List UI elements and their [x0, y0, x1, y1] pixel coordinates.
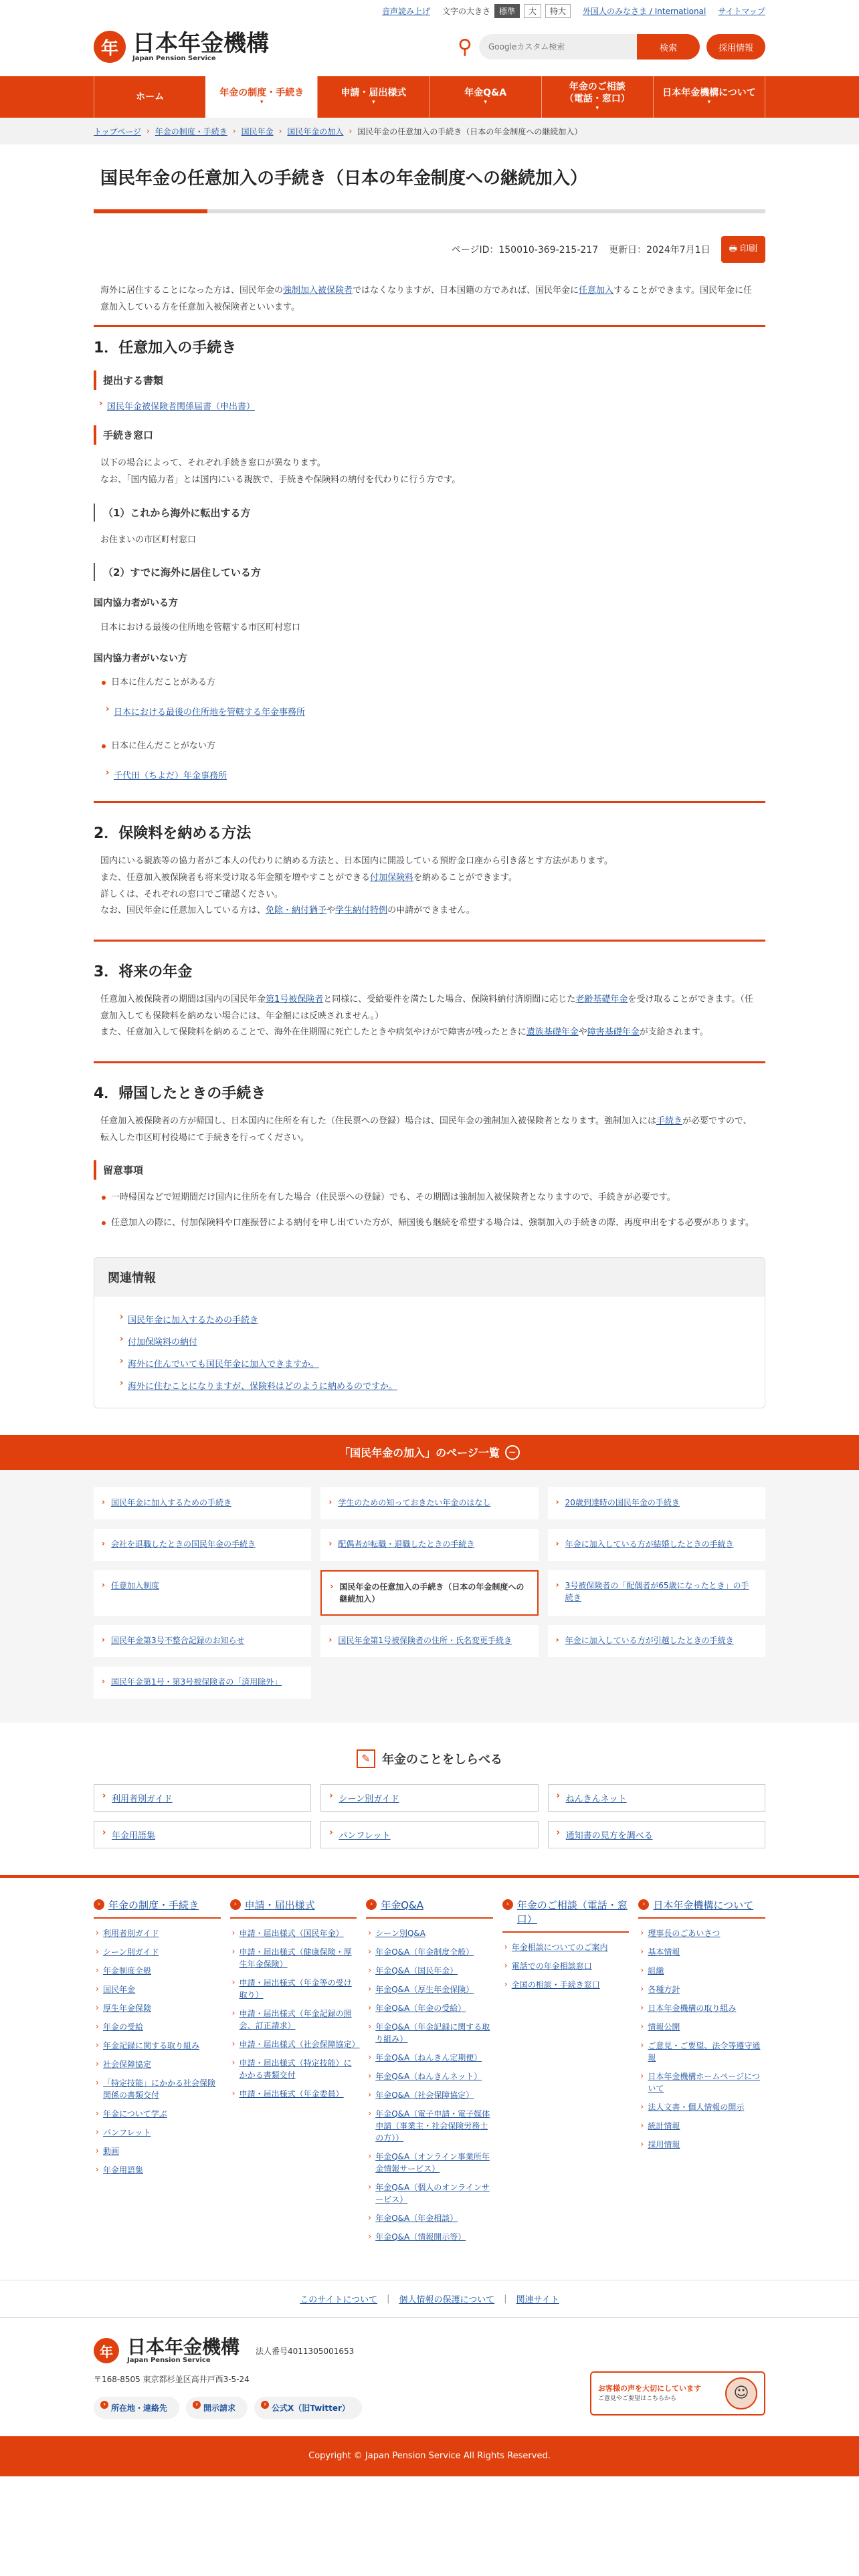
page-meta [94, 236, 765, 263]
footer-sitemap-column [502, 1898, 630, 2246]
footer-sitemap-link[interactable]: › 全国の相談・手続き窓口 [502, 1975, 630, 1994]
privacy-link[interactable]: 個人情報の保護について [399, 2294, 495, 2305]
footer-sitemap-link[interactable]: › 「特定技能」にかかる社会保険関係の書類交付 [94, 2074, 221, 2105]
page-list-link: 任意加入制度 [111, 1580, 160, 1590]
window-heading: 手続き窓口 [94, 425, 765, 445]
footer-sitemap-column [638, 1898, 765, 2246]
chevron-down-icon: ▾ [484, 99, 487, 106]
text: を納めることができます。 [413, 873, 517, 883]
text: 海外に居住することになった方は、国民年金の [100, 286, 284, 296]
gnav-about[interactable] [653, 76, 765, 118]
font-size-large[interactable]: 大 [524, 4, 541, 18]
page-list-item-current [320, 1570, 538, 1616]
page-list-item[interactable] [94, 1625, 311, 1657]
lookup-link: 通知書の見方を調べる [565, 1830, 653, 1841]
related-link[interactable]: 海外に住んでいても国民年金に加入できますか。 [128, 1359, 320, 1370]
return-text [94, 1113, 765, 1146]
text: また、任意加入して保険料を納めることで、海外在住期間に死亡したときや病気やけがで障害が残ったときに [100, 1027, 527, 1038]
window-text [94, 455, 765, 488]
footer-sitemap-columns [94, 1898, 765, 2246]
chevron-right-icon: › [638, 1899, 649, 1910]
lookup-item[interactable] [320, 1821, 538, 1848]
docs-link[interactable]: 国民年金被保険者関係届書（申出書） [107, 402, 256, 413]
footer-sitemap-heading-label: 年金の制度・手続き [108, 1899, 199, 1911]
docs-link-item [94, 399, 765, 412]
page-list-link: 20歳到達時の国民年金の手続き [565, 1497, 680, 1507]
footer-sitemap-link[interactable]: › 年金記録に関する取り組み [94, 2036, 221, 2055]
divider [94, 940, 765, 942]
text: 以下の場合によって、それぞれ手続き窓口が異なります。 [100, 458, 326, 469]
footer-sitemap-link[interactable]: › 年金Q&A（オンライン事業所年金情報サービス） [366, 2147, 493, 2178]
footer-sitemap-link[interactable]: › 年金の受給 [94, 2018, 221, 2036]
recruit-button[interactable]: 採用情報 [706, 34, 765, 60]
global-nav [0, 76, 859, 118]
footer-sitemap-link[interactable]: › 年金について学ぶ [94, 2105, 221, 2123]
separator: | [387, 2293, 390, 2304]
font-size-standard[interactable]: 標準 [494, 4, 520, 18]
collapse-icon: − [505, 1445, 520, 1460]
footer-sitemap-heading[interactable] [366, 1898, 493, 1919]
footer-sitemap-link[interactable]: › 年金Q&A（電子申請・電子媒体申請（事業主・社会保険労務士の方）） [366, 2105, 493, 2147]
footer-sitemap-link[interactable]: › 申請・届出様式（年金記録の照会、訂正請求） [230, 2004, 357, 2035]
disability-pension-link[interactable]: 障害基礎年金 [587, 1027, 640, 1038]
footer-sitemap-link[interactable]: › 年金Q&A（個人のオンラインサービス） [366, 2178, 493, 2209]
note-item: 任意加入の際に、付加保険料や口座振替による納付を申し出ていた方が、帰国後も継続を希望する場合は、強制加入の手続きの際、再度申出をする必要があります。 [94, 1216, 765, 1230]
coop-no-heading: 国内協力者がいない方 [94, 653, 187, 665]
gnav-label: 日本年金機構について [662, 88, 756, 99]
exemption-link[interactable]: 免除・納付猶予 [266, 905, 327, 916]
text: 国内にいる親族等の協力者がご本人の代わりに納める方法と、日本国内に開設している預貯金口座から引き落とす方法があります。 [100, 856, 613, 867]
note-item: 一時帰国などで短期間だけ国内に住所を有した場合（住民票への登録）でも、その期間は強制加入被保険者となりますので、手続きが必要です。 [94, 1190, 765, 1205]
person-icon: ☺ [725, 2377, 757, 2409]
footer-sitemap-link[interactable]: › 年金Q&A（厚生年金保険） [366, 1980, 493, 1999]
chevron-right-icon: › [502, 1899, 513, 1910]
footer-sitemap-heading[interactable] [502, 1898, 630, 1933]
header-search [458, 34, 765, 60]
main-content [94, 165, 765, 1408]
page-list-link: 国民年金第1号被保険者の住所・氏名変更手続き [338, 1635, 512, 1645]
footer-links [0, 2280, 859, 2317]
page-list-link: 年金に加入している方が引越したときの手続き [565, 1635, 734, 1645]
page-list-item[interactable] [94, 1487, 311, 1519]
section-heading-2: 2．保険料を納める方法 [94, 825, 252, 843]
page-list-link: 会社を退職したときの国民年金の手続き [111, 1539, 256, 1549]
breadcrumb-item[interactable]: 国民年金 [241, 126, 274, 136]
page-list-item[interactable] [548, 1487, 765, 1519]
footer-sitemap-link[interactable]: › 日本年金機構ホームページについて [638, 2067, 765, 2098]
breadcrumb-item[interactable]: トップページ [94, 126, 141, 136]
page-list-link: 3号被保険者の「配偶者が65歳になったとき」の手続き [565, 1580, 749, 1602]
gnav-label: ホーム [136, 91, 165, 102]
chevron-right-icon: › [366, 1899, 377, 1910]
lookup-link: ねんきんネット [565, 1794, 627, 1804]
footer-sitemap-link[interactable]: › 申請・届出様式（年金等の受け取り） [230, 1973, 357, 2004]
search-icon: ⚲ [458, 35, 472, 59]
gnav-system[interactable] [205, 76, 317, 118]
bullet-lived-in-japan: 日本に住んだことがある方 [94, 675, 765, 690]
font-size-label: 文字の大きさ [442, 6, 490, 16]
compulsory-link[interactable]: 強制加入被保険者 [283, 286, 353, 296]
text: また、任意加入被保険者も将来受け取る年金額を増やすことができる [100, 873, 371, 883]
voluntary-link[interactable]: 任意加入 [579, 286, 614, 296]
divider [94, 801, 765, 803]
footer-sitemap-link[interactable]: › 年金制度全般 [94, 1961, 221, 1980]
breadcrumb-item[interactable]: 国民年金の加入 [287, 126, 344, 136]
footer-sitemap-link[interactable]: › 申請・届出様式（国民年金） [230, 1924, 357, 1943]
footer-sitemap-link[interactable]: › 年金Q&A（年金制度全般） [366, 1943, 493, 1961]
lookup-link: シーン別ガイド [339, 1794, 399, 1804]
footer-sitemap-heading-label: 申請・届出様式 [244, 1899, 315, 1911]
footer-sitemap-link[interactable]: › パンフレット [94, 2123, 221, 2142]
page-list-item[interactable] [320, 1487, 538, 1519]
footer-sitemap-link[interactable]: › 動画 [94, 2142, 221, 2161]
utility-bar [94, 0, 765, 17]
docs-heading: 提出する書類 [94, 370, 765, 390]
footer-sitemap-link[interactable]: › 各種方針 [638, 1980, 765, 1999]
footer-sitemap-link[interactable]: › シーン別Q&A [366, 1924, 493, 1943]
procedure-link[interactable]: 手続き [656, 1116, 682, 1127]
customer-voice-banner[interactable] [590, 2371, 765, 2416]
footer-sitemap-link[interactable]: › 年金Q&A（ねんきん定期便） [366, 2048, 493, 2067]
page-list-toggle[interactable] [0, 1435, 859, 1470]
page-list-link: 年金に加入している方が結婚したときの手続き [565, 1539, 734, 1549]
footer-sitemap-link[interactable]: › 年金用語集 [94, 2161, 221, 2179]
divider [94, 1061, 765, 1063]
footer-sitemap-column [366, 1898, 493, 2246]
footer-sitemap-link[interactable]: › 年金相談についてのご案内 [502, 1938, 630, 1957]
footer-sitemap-link[interactable]: › 申請・届出様式（年金委員） [230, 2084, 357, 2103]
footer-sitemap-link[interactable]: › 年金Q&A（社会保障協定） [366, 2086, 493, 2105]
moving-abroad-text: お住まいの市区町村窓口 [100, 534, 197, 545]
section-heading-1: 1．任意加入の手続き [94, 325, 765, 357]
related-link[interactable]: 付加保険料の納付 [128, 1337, 198, 1348]
old-age-pension-link[interactable]: 老齢基礎年金 [575, 994, 628, 1005]
chevron-down-icon: ▾ [260, 99, 264, 106]
related-link-item [114, 1313, 745, 1325]
site-logo[interactable] [94, 31, 269, 63]
page-list-item[interactable] [548, 1570, 765, 1616]
page-list-item[interactable] [94, 1570, 311, 1616]
read-aloud-link[interactable]: 音声読み上げ [381, 6, 430, 16]
gnav-label: 年金のご相談 （電話・窓口） [564, 81, 630, 105]
footer-sitemap-link[interactable]: › 年金Q&A（情報開示等） [366, 2228, 493, 2246]
site-footer [0, 2317, 859, 2436]
footer-sitemap-column [94, 1898, 221, 2246]
voice-subtitle: ご意見やご要望はこちらから [598, 2395, 677, 2403]
footer-sitemap-link[interactable]: › 理事長のごあいさつ [638, 1924, 765, 1943]
lookup-section [0, 1723, 859, 1875]
international-link[interactable]: 外国人のみなさま / International [583, 6, 706, 16]
footer-sitemap-heading[interactable] [638, 1898, 765, 1919]
page-id: ページID：150010-369-215-217 [451, 245, 599, 255]
about-site-link[interactable]: このサイトについて [300, 2294, 378, 2305]
print-button[interactable] [721, 236, 765, 263]
footer-sitemap-link[interactable]: › 基本情報 [638, 1943, 765, 1961]
related-link-item [114, 1335, 745, 1348]
text: ではなくなりますが、日本国籍の方であれば、国民年金に [353, 286, 579, 296]
footer-sitemap-heading-label: 年金のご相談（電話・窓口） [516, 1899, 628, 1925]
footer-sitemap-link[interactable]: › 国民年金 [94, 1980, 221, 1999]
related-info-box [94, 1257, 765, 1408]
text: が支給されます。 [639, 1027, 708, 1038]
chiyoda-office-link-item [100, 768, 765, 781]
footer-sitemap-column [230, 1898, 360, 2246]
gnav-consult[interactable] [541, 76, 653, 118]
section-heading-3: 3．将来の年金 [94, 964, 193, 981]
footer-sitemap-heading[interactable] [230, 1898, 357, 1919]
address: 〒168-8505 東京都杉並区高井戸西3-5-24 [94, 2374, 250, 2384]
page-list-link: 学生のための知っておきたい年金のはなし [338, 1497, 491, 1507]
gnav-label: 申請・届出様式 [341, 88, 407, 99]
lookup-item[interactable] [320, 1784, 538, 1812]
related-link[interactable]: 国民年金に加入するための手続き [128, 1315, 259, 1325]
text: 詳しくは、それぞれの窓口でご確認ください。 [100, 889, 284, 899]
pension-office-link-item [100, 705, 765, 718]
text: の申請ができません。 [387, 905, 475, 916]
coop-yes-text: 日本における最後の住所地を管轄する市区町村窓口 [100, 623, 301, 633]
page-list-item[interactable] [548, 1529, 765, 1561]
notes-heading: 留意事項 [94, 1160, 765, 1180]
page-list-item[interactable] [94, 1667, 311, 1699]
lookup-item[interactable] [548, 1821, 765, 1848]
footer-sitemap-link[interactable]: › 組織 [638, 1961, 765, 1980]
footer-logo[interactable] [94, 2335, 765, 2364]
gnav-qa[interactable] [430, 76, 541, 118]
breadcrumb-separator-icon: › [146, 126, 150, 136]
lookup-link: パンフレット [339, 1830, 391, 1841]
survivors-pension-link[interactable]: 遺族基礎年金 [526, 1027, 579, 1038]
related-sites-link[interactable]: 関連サイト [516, 2294, 559, 2305]
lookup-item[interactable] [548, 1784, 765, 1812]
chevron-down-icon: ▾ [595, 105, 599, 112]
footer-sitemap-link[interactable]: › 社会保障協定 [94, 2055, 221, 2074]
search-input[interactable] [479, 34, 637, 60]
corporate-number: 法人番号4011305001653 [256, 2346, 355, 2356]
future-pension-text [94, 992, 765, 1041]
printer-icon: 🖶 [729, 244, 740, 254]
breadcrumb-current: 国民年金の任意加入の手続き（日本の年金制度への継続加入） [357, 126, 583, 136]
text: や [578, 1027, 587, 1038]
footer-sitemap-heading-label: 日本年金機構について [653, 1899, 754, 1911]
page-list-item[interactable] [94, 1529, 311, 1561]
footer-sitemap-link[interactable]: › 厚生年金保険 [94, 1999, 221, 2018]
breadcrumb [0, 118, 859, 144]
section-heading-4: 4．帰国したときの手続き [94, 1085, 266, 1103]
lookup-link: 利用者別ガイド [112, 1794, 173, 1804]
subheading-moving-abroad: （1）これから海外に転出する方 [94, 504, 765, 522]
print-label: 印刷 [739, 244, 757, 254]
separator: | [504, 2293, 507, 2304]
student-special-link[interactable]: 学生納付特例 [335, 905, 388, 916]
footer-sitemap-link[interactable]: › 利用者別ガイド [94, 1924, 221, 1943]
footer-sitemap-link[interactable]: › 申請・届出様式（特定技能）にかかる書類交付 [230, 2054, 357, 2084]
search-button[interactable]: 検索 [637, 34, 700, 60]
text: なお、「国内協力者」とは国内にいる親族で、手続きや保険料の納付を代わりに行う方です。 [100, 475, 461, 486]
footer-sitemap-link[interactable]: › 申請・届出様式（健康保険・厚生年金保険） [230, 1943, 357, 1973]
text: や [326, 905, 336, 916]
gnav-label: 年金Q&A [464, 88, 507, 99]
logo-subtitle: Japan Pension Service [132, 54, 216, 62]
coop-yes-heading: 国内協力者がいる方 [94, 598, 178, 609]
footer-sitemap-link[interactable]: › 年金Q&A（年金の受給） [366, 1999, 493, 2018]
page-list-link: 配偶者が転職・退職したときの手続き [338, 1539, 475, 1549]
footer-sitemap-link[interactable]: › 年金Q&A（国民年金） [366, 1961, 493, 1980]
location-contact-link[interactable]: › 所在地・連絡先 [94, 2397, 179, 2419]
intro-text [94, 283, 765, 316]
page-title: 国民年金の任意加入の手続き（日本の年金制度への継続加入） [94, 165, 765, 213]
logo-mark-icon: 年 [94, 31, 126, 63]
font-size-xlarge[interactable]: 特大 [545, 4, 571, 18]
page-list-current-label: 国民年金の任意加入の手続き（日本の年金制度への継続加入） [339, 1582, 524, 1604]
copyright: Copyright © Japan Pension Service All Rights Reserved. [0, 2436, 859, 2476]
related-heading: 関連情報 [94, 1258, 765, 1297]
footer-sitemap-link[interactable]: › 日本年金機構の取り組み [638, 1999, 765, 2018]
page-list-link: 国民年金に加入するための手続き [111, 1497, 232, 1507]
footer-sitemap-link[interactable]: › 電話での年金相談窓口 [502, 1957, 630, 1975]
updated-date: 更新日：2024年7月1日 [609, 245, 710, 255]
text: が必要ですので、転入した市区町村役場にて手続きを行ってください。 [100, 1116, 752, 1143]
gnav-home[interactable] [94, 76, 205, 118]
lookup-link: 年金用語集 [112, 1830, 156, 1841]
chevron-right-icon: › [230, 1899, 241, 1910]
payment-text [94, 853, 765, 920]
page-list-link: 国民年金第1号・第3号被保険者の「済用除外」 [111, 1677, 282, 1687]
logo-subtitle: Japan Pension Service [127, 2356, 211, 2364]
official-x-link[interactable]: › 公式X（旧Twitter） [254, 2397, 362, 2419]
text: 任意加入被保険者の方が帰国し、日本国内に住所を有した（住民票への登録）場合は、国民年金の強制加入被保険者となります。強制加入には [100, 1116, 656, 1127]
lookup-item[interactable] [94, 1784, 311, 1812]
logo-title: 日本年金機構 [132, 29, 269, 57]
voice-title: お客様の声を大切にしています [598, 2384, 701, 2393]
sitemap-link[interactable]: サイトマップ [718, 6, 765, 16]
related-link-item [114, 1379, 745, 1392]
text: と同様に、受給要件を満たした場合、保険料納付済期間に応じた [323, 994, 576, 1005]
chevron-right-icon: › [94, 1899, 104, 1910]
footer-sitemap-link[interactable]: › 年金Q&A（ねんきんネット） [366, 2067, 493, 2086]
footer-sitemap-link[interactable]: › 年金Q&A（年金記録に関する取り組み） [366, 2018, 493, 2048]
category1-link[interactable]: 第1号被保険者 [266, 994, 324, 1005]
footer-sitemap-link[interactable]: › ご意見・ご要望、法令等遵守通報 [638, 2036, 765, 2067]
page-list [0, 1470, 859, 1723]
footer-sitemap-link[interactable]: › 法人文書・個人情報の開示 [638, 2098, 765, 2117]
pencil-icon: ✎ [357, 1749, 375, 1768]
related-link[interactable]: 海外に住むことになりますが、保険料はどのように納めるのですか。 [128, 1381, 398, 1392]
breadcrumb-separator-icon: › [349, 126, 353, 136]
breadcrumb-separator-icon: › [278, 126, 282, 136]
text: 任意加入被保険者の期間は国内の国民年金 [100, 994, 266, 1005]
footer-sitemap-link[interactable]: › 情報公開 [638, 2018, 765, 2036]
bullet-never-lived: 日本に住んだことがない方 [94, 739, 765, 754]
text: することができます。国民年金に任意加入している方を任意加入被保険者といいます。 [100, 286, 753, 312]
footer-sitemap-link[interactable]: › シーン別ガイド [94, 1943, 221, 1961]
breadcrumb-item[interactable]: 年金の制度・手続き [155, 126, 227, 136]
footer-sitemap [0, 1875, 859, 2280]
related-link-item [114, 1357, 745, 1370]
page-list-link: 国民年金第3号不整合記録のお知らせ [111, 1635, 245, 1645]
lookup-item[interactable] [94, 1821, 311, 1848]
logo-mark-icon: 年 [94, 2338, 119, 2363]
text: を受け取ることができます。（任意加入しても保険料を納めない場合には、年金額には反映されません。） [100, 994, 753, 1021]
page-list-heading: 「国民年金の加入」のページ一覧 [339, 1446, 500, 1460]
footer-sitemap-heading-label: 年金Q&A [381, 1899, 423, 1911]
text: なお、国民年金に任意加入している方は、 [100, 905, 266, 916]
additional-premium-link[interactable]: 付加保険料 [370, 873, 414, 883]
chevron-down-icon: ▾ [707, 99, 711, 106]
page-list-item[interactable] [320, 1625, 538, 1657]
pension-office-link[interactable]: 日本における最後の住所地を管轄する年金事務所 [114, 708, 306, 718]
lookup-heading: 年金のことをしらべる [382, 1752, 502, 1767]
footer-sitemap-heading[interactable] [94, 1898, 221, 1919]
page-list-item[interactable] [548, 1625, 765, 1657]
logo-title: 日本年金機構 [127, 2335, 240, 2358]
chevron-down-icon: ▾ [372, 99, 375, 106]
breadcrumb-separator-icon: › [232, 126, 236, 136]
footer-sitemap-link[interactable]: › 年金Q&A（年金相談） [366, 2209, 493, 2228]
font-size-switcher [442, 4, 571, 18]
chiyoda-office-link[interactable]: 千代田（ちよだ）年金事務所 [114, 771, 227, 782]
page-list-item[interactable] [320, 1529, 538, 1561]
gnav-forms[interactable] [317, 76, 429, 118]
disclosure-request-link[interactable]: › 開示請求 [186, 2397, 248, 2419]
footer-sitemap-link[interactable]: › 申請・届出様式（社会保障協定） [230, 2035, 357, 2054]
subheading-living-abroad: （2）すでに海外に居住している方 [94, 563, 765, 581]
site-header [94, 17, 765, 76]
gnav-label: 年金の制度・手続き [219, 88, 304, 99]
footer-sitemap-link[interactable]: › 統計情報 [638, 2117, 765, 2135]
footer-sitemap-link[interactable]: › 採用情報 [638, 2135, 765, 2154]
